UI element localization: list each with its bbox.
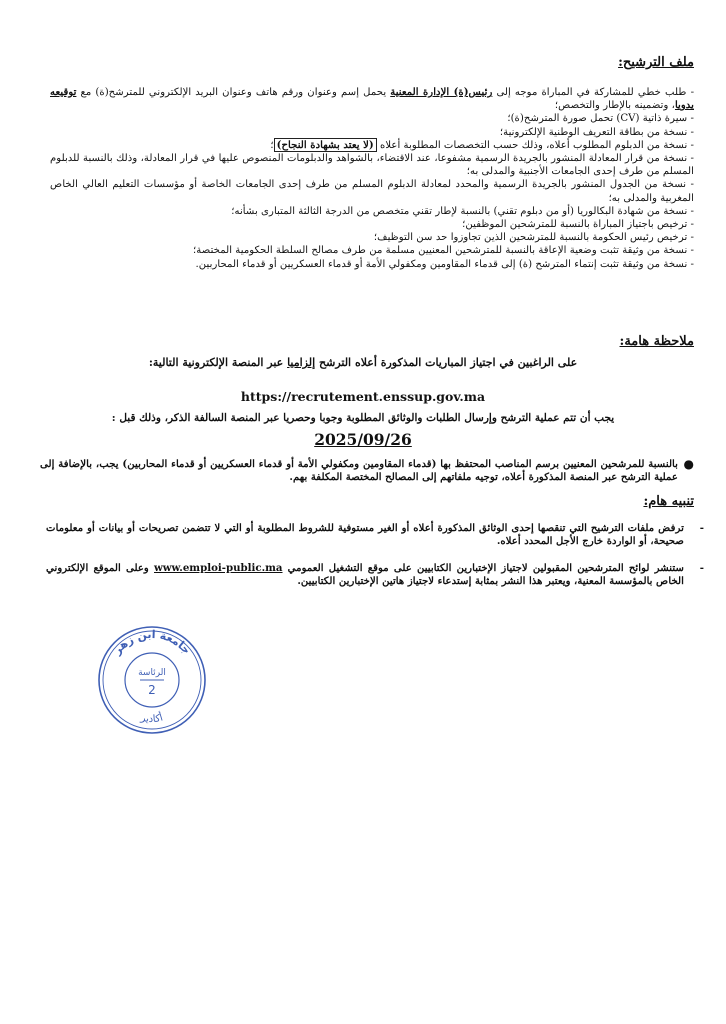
note-intro: على الراغبين في اجتياز المباريات المذكورة أعلاه الترشح إلزاميا عبر المنصة الإلكترونية التالية:	[148, 356, 578, 369]
stamp-outer-top: جامعة ابن زهر	[110, 627, 194, 657]
university-stamp-icon	[96, 624, 208, 736]
dossier-item: - طلب خطي للمشاركة في المباراة موجه إلى رئيس(ة) الإدارة المعنية يحمل إسم وعنوان ورقم هاتف وعنوان البريد الإلكتروني للمترشح(ة) مع توقيعه يدويا، وتضمينه بالإطار والتخصص؛	[50, 86, 695, 112]
dossier-item: - نسخة من الجدول المنشور بالجريدة الرسمية والمحدد لمعادلة الدبلوم المسلم من طرف إحدى الجامعات الخاصة أو مؤسسات التعليم العالي الخاص المغربية والمدلى به؛	[50, 179, 694, 204]
warning-item: - ترفض ملفات الترشيح التي تنقصها إحدى الوثائق المذكورة أعلاه أو الغير مستوفية للشروط المطلوبة أو التي لا تتضمن تصريحات أو بيانات أو معلومات صحيحة، أو الواردة خارج الأجل المحدد أعلاه.	[46, 522, 704, 548]
dossier-item: - سيرة ذاتية (CV) تحمل صورة المترشح(ة)؛	[507, 113, 694, 125]
dossier-item: - ترخيص رئيس الحكومة بالنسبة للمترشحين الذين تجاوزوا حد سن التوظيف؛	[373, 232, 694, 244]
stamp-number: 2	[148, 683, 156, 697]
platform-url[interactable]: https://recrutement.enssup.gov.ma	[240, 389, 486, 404]
emploi-public-link[interactable]: www.emploi-public.ma	[154, 562, 283, 574]
dossier-list	[50, 86, 694, 271]
svg-text:أكادير	[139, 710, 165, 725]
deadline-text: يجب أن تتم عملية الترشح وإرسال الطلبات والوثائق المطلوبة وجوبا وحصريا عبر المنصة السالفة الذكر، وذلك قبل :	[111, 412, 615, 424]
dossier-item: - نسخة من بطاقة التعريف الوطنية الإلكترونية؛	[499, 126, 694, 138]
note-heading: ملاحظة هامة:	[619, 334, 694, 349]
dossier-item: - نسخة من وثيقة تثبت إنتماء المترشح (ة) إلى قدماء المقاومين ومكفولي الأمة أو قدماء العسكريين أو قدماء المحاربين.	[195, 258, 694, 270]
dossier-item: - نسخة من الدبلوم المطلوب أعلاه، وذلك حسب التخصصات المطلوبة أعلاه (لا يعتد بشهادة النجاح)؛	[270, 138, 694, 151]
dossier-heading: ملف الترشيح:	[618, 55, 694, 70]
warning-item: - ستنشر لوائح المترشحين المقبولين لاجتياز الإختبارين الكتابيين على موقع التشغيل العمومي www.emploi-public.ma وعلى الموقع الإلكتروني الخاص بالمؤسسة المعنية، ويعتبر هذا النشر بمثابة إستدعاء لاجتياز هاتين الإختبارين الكتابيين.	[46, 562, 704, 588]
dossier-item: - ترخيص باجتياز المباراة بالنسبة للمترشحين الموظفين؛	[462, 219, 694, 231]
boxed-note: (لا يعتد بشهادة النجاح)	[274, 138, 377, 152]
dossier-item: - نسخة من شهادة البكالوريا (أو من دبلوم تقني) بالنسبة لإطار تقني متخصص من الدرجة الثالثة المتبارى بشأنه؛	[231, 205, 694, 217]
stamp-inner-top: الرئاسة	[138, 668, 166, 678]
warning-heading: تنبيه هام:	[643, 494, 694, 509]
reserved-posts-bullet: ● بالنسبة للمرشحين المعنيين برسم المناصب المحتفظ بها (قدماء المقاومين ومكفولي الأمة أو قدماء العسكريين أو قدماء المحاربين) يجب، بالإضافة إلى عملية الترشح عبر المنصة المذكورة أعلاه، توجيه ملفاتهم إلى المصالح المختصة المكلفة بهم.	[40, 457, 694, 484]
bullet-dot: ●	[683, 457, 694, 471]
stamp-outer-bottom: أكادير	[139, 712, 165, 726]
dossier-item: - نسخة من قرار المعادلة المنشور بالجريدة الرسمية مشفوعا، عند الاقتضاء، بالشواهد والدبلومات المنصوص عليها في قرار المعادلة، وذلك بالنسبة للدبلوم المسلم من طرف إحدى الجامعات الأجنبية والمدلى به؛	[50, 153, 694, 178]
dossier-item: - نسخة من وثيقة تثبت وضعية الإعاقة بالنسبة للمترشحين المعنيين مسلمة من طرف مصالح السلطة الحكومية المختصة؛	[193, 245, 694, 257]
deadline-date: 2025/09/26	[314, 430, 412, 449]
